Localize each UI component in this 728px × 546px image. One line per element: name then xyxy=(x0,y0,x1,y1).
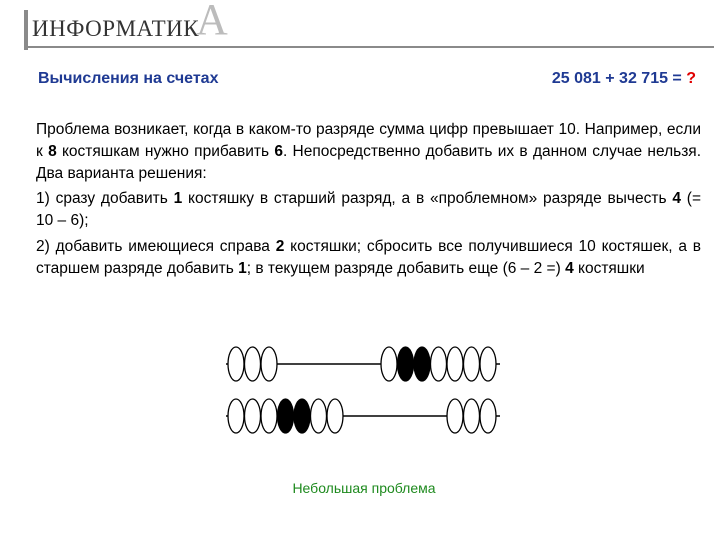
abacus-bead-black xyxy=(398,347,414,381)
text-run: костяшкам нужно прибавить xyxy=(56,143,275,160)
logo-vertical-bar xyxy=(24,10,28,50)
abacus-bead-black xyxy=(278,399,294,433)
abacus-bead-white xyxy=(261,347,277,381)
logo-text: ИНФОРМАТИК xyxy=(32,16,200,41)
abacus-bead-white xyxy=(245,399,261,433)
text-run: 4 xyxy=(672,190,681,207)
informatika-logo xyxy=(0,0,260,52)
abacus-bead-white xyxy=(431,347,447,381)
abacus-bead-white xyxy=(311,399,327,433)
abacus-bead-white xyxy=(447,347,463,381)
text-run: 6 xyxy=(274,143,283,160)
text-run: (= 10 – 6); xyxy=(36,190,701,229)
abacus-bead-white xyxy=(464,347,480,381)
expression-text: 25 081 + 32 715 = xyxy=(551,70,687,87)
text-run: 2 xyxy=(275,238,285,255)
text-run: костяшки; сбросить все получившиеся 10 костяшек, а в старшем разряде добавить xyxy=(36,238,701,277)
text-run: костяшку в старший разряд, а в «проблемном» разряде вычесть xyxy=(182,190,673,207)
abacus-bead-black xyxy=(294,399,310,433)
abacus-bead-white xyxy=(228,399,244,433)
abacus-bead-black xyxy=(414,347,430,381)
text-run: 8 xyxy=(48,143,57,160)
abacus-bead-white xyxy=(327,399,343,433)
paragraph-problem xyxy=(36,119,701,185)
expression xyxy=(552,70,696,88)
text-run: 1 xyxy=(238,260,247,277)
abacus-bead-white xyxy=(228,347,244,381)
logo-letter: А xyxy=(196,0,228,44)
slide-title: Вычисления на счетах xyxy=(38,70,219,87)
abacus-bead-white xyxy=(245,347,261,381)
abacus-bead-white xyxy=(261,399,277,433)
paragraph-option-2 xyxy=(36,236,701,280)
text-run: 1) сразу добавить xyxy=(36,190,174,207)
text-run: Проблема возникает, когда в каком-то разряде сумма цифр превышает 10. Например, если к xyxy=(36,121,701,160)
text-run: 4 xyxy=(565,260,574,277)
paragraph-option-1 xyxy=(36,188,701,232)
text-run: костяшки xyxy=(573,260,645,277)
caption: Небольшая проблема xyxy=(292,480,436,496)
question-mark: ? xyxy=(686,70,696,87)
text-run: ; в текущем разряде добавить еще (6 – 2 =) xyxy=(246,260,566,277)
text-run: 2) добавить имеющиеся справа xyxy=(36,238,276,255)
text-run: . Непосредственно добавить их в данном случае нельзя. Два варианта решения: xyxy=(36,143,701,182)
abacus-bead-white xyxy=(464,399,480,433)
abacus-bead-white xyxy=(480,399,496,433)
abacus-diagram xyxy=(224,340,504,440)
abacus-bead-white xyxy=(447,399,463,433)
abacus-bead-white xyxy=(381,347,397,381)
abacus-bead-white xyxy=(480,347,496,381)
text-run: 1 xyxy=(173,190,183,207)
header-divider xyxy=(24,46,714,48)
